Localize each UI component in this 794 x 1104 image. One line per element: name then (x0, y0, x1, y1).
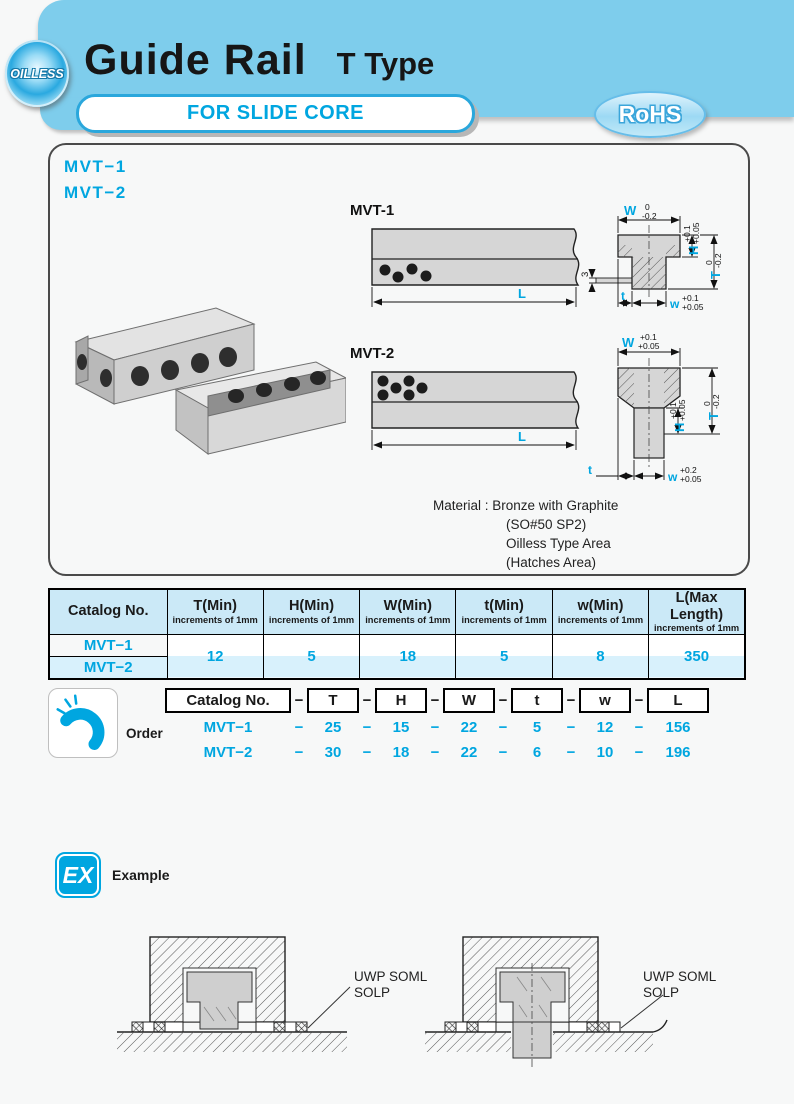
col-header-t: t(Min) increments of 1mm (456, 589, 552, 634)
order-box-catalog: Catalog No. (165, 688, 291, 713)
mvt1-cross-section (580, 191, 742, 343)
tol: -0.2 (642, 211, 657, 221)
order-label: Order (126, 726, 163, 741)
table-row (49, 634, 745, 656)
order-box-t: t (511, 688, 563, 713)
tol: 0 (702, 401, 712, 406)
tol: +0.1 (668, 402, 678, 419)
tol: +0.1 (682, 293, 699, 303)
dash: − (498, 719, 508, 736)
tagline-pill (76, 94, 475, 133)
value-t: 5 (456, 634, 552, 679)
col-header-w: w(Min) increments of 1mm (552, 589, 648, 634)
dash: − (362, 719, 372, 736)
order-row-value: 156 (665, 719, 691, 736)
order-row-value: 15 (392, 719, 410, 736)
order-row-value: 22 (460, 719, 478, 736)
dim-L-mvt2: L (518, 429, 526, 444)
dash: − (362, 744, 372, 761)
dim-T-mvt1: T (708, 271, 723, 279)
dim-w-mvt2: w (668, 470, 678, 484)
title-type: T Type (336, 46, 435, 81)
dash: − (566, 744, 576, 761)
order-box-W: W (443, 688, 495, 713)
material-note (433, 497, 618, 573)
order-grid (165, 686, 709, 765)
dash: − (294, 744, 304, 761)
order-section (48, 686, 746, 766)
dash: − (430, 692, 440, 709)
dash: − (294, 719, 304, 736)
product-photo (58, 278, 346, 466)
tol: +0.05 (638, 341, 660, 351)
material-line: (SO#50 SP2) (506, 516, 587, 532)
tagline-text: FOR SLIDE CORE (186, 102, 364, 124)
tol: +0.05 (691, 222, 701, 244)
example-icon (55, 852, 101, 898)
leader-line (308, 987, 350, 1028)
tol: +0.1 (682, 225, 692, 242)
order-row-value: 5 (532, 719, 542, 736)
title-main: Guide Rail (84, 36, 307, 84)
dim-W-mvt2: W (622, 335, 635, 350)
order-box-w: w (579, 688, 631, 713)
tol: +0.05 (677, 399, 687, 421)
col-header-W: W(Min) increments of 1mm (360, 589, 456, 634)
dim-t-mvt1: t (621, 289, 625, 303)
example-diagram-mvt2 (425, 925, 765, 1075)
order-row-value: 6 (532, 744, 542, 761)
product-panel (48, 143, 750, 576)
dimension-lines (372, 430, 576, 450)
dim-W-mvt1: W (624, 203, 637, 218)
order-row-value: 22 (460, 744, 478, 761)
example-diagram-mvt1 (112, 925, 442, 1075)
order-row-value: 25 (324, 719, 342, 736)
catalog-cell-mvt1: MVT−1 (49, 634, 167, 656)
model-name-1: MVT−1 (64, 157, 127, 176)
order-row-value: 18 (392, 744, 410, 761)
col-header-H: H(Min) increments of 1mm (263, 589, 359, 634)
phone-icon (49, 689, 115, 755)
order-row-value: 30 (324, 744, 342, 761)
order-row-name: MVT−2 (203, 744, 253, 761)
dash: − (566, 692, 576, 709)
dash: − (430, 719, 440, 736)
order-row-name: MVT−1 (203, 719, 253, 736)
order-row-value: 12 (596, 719, 614, 736)
material-line: Oilless Type Area (506, 535, 611, 551)
drawing-label-mvt2: MVT-2 (350, 345, 395, 362)
order-box-H: H (375, 688, 427, 713)
dash: − (634, 744, 644, 761)
order-phone-box (48, 688, 118, 758)
col-header-L: L(Max Length) increments of 1mm (649, 589, 745, 634)
material-line: Material : Bronze with Graphite (433, 498, 619, 513)
value-L: 350 (649, 634, 745, 679)
callout-text: UWP SOML (643, 969, 717, 984)
tol: -0.2 (713, 253, 723, 268)
order-box-L: L (647, 688, 709, 713)
dim-L-mvt1: L (518, 286, 526, 301)
rohs-badge (594, 91, 706, 138)
dim-lip-mvt1: 3 (580, 271, 591, 277)
order-row-value: 196 (665, 744, 691, 761)
dimension-lines (372, 287, 576, 307)
col-header-catalog: Catalog No. (49, 589, 167, 634)
mvt1-side-view (368, 225, 608, 315)
callout-text: SOLP (643, 985, 680, 1000)
mvt2-side-view (368, 368, 608, 458)
tol: +0.1 (640, 332, 657, 342)
mvt2-cross-section (580, 328, 742, 493)
tol: +0.05 (682, 302, 704, 312)
page-title (84, 36, 434, 85)
tol: +0.05 (680, 474, 702, 484)
tol: 0 (645, 202, 650, 212)
model-list (64, 154, 127, 206)
dim-T-mvt2: T (706, 412, 721, 420)
spec-table (48, 588, 746, 680)
value-W: 18 (360, 634, 456, 679)
material-line: (Hatches Area) (506, 554, 597, 570)
oilless-logo (5, 40, 69, 107)
value-H: 5 (263, 634, 359, 679)
catalog-cell-mvt2: MVT−2 (49, 656, 167, 679)
dim-t-mvt2: t (588, 463, 592, 477)
dash: − (294, 692, 304, 709)
example-icon-text: EX (59, 856, 97, 894)
value-w: 8 (552, 634, 648, 679)
dash: − (362, 692, 372, 709)
value-T: 12 (167, 634, 263, 679)
dash: − (498, 744, 508, 761)
dash: − (634, 719, 644, 736)
tol: +0.2 (680, 465, 697, 475)
tol: -0.2 (711, 394, 721, 409)
dim-H-mvt1: H (686, 245, 701, 255)
callout-text: SOLP (354, 985, 391, 1000)
col-header-T: T(Min) increments of 1mm (167, 589, 263, 634)
callout-text: UWP SOML (354, 969, 428, 984)
tol: 0 (704, 260, 714, 265)
drawing-label-mvt1: MVT-1 (350, 202, 395, 219)
oilless-logo-text: OILLESS (10, 66, 64, 81)
rohs-text: RoHS (618, 101, 682, 127)
dash: − (566, 719, 576, 736)
order-box-T: T (307, 688, 359, 713)
dash: − (430, 744, 440, 761)
example-label: Example (112, 867, 170, 883)
model-name-2: MVT−2 (64, 183, 127, 202)
dash: − (634, 692, 644, 709)
dash: − (498, 692, 508, 709)
dim-H-mvt2: H (672, 422, 687, 432)
order-row-value: 10 (596, 744, 614, 761)
dim-w-mvt1: w (670, 297, 680, 311)
